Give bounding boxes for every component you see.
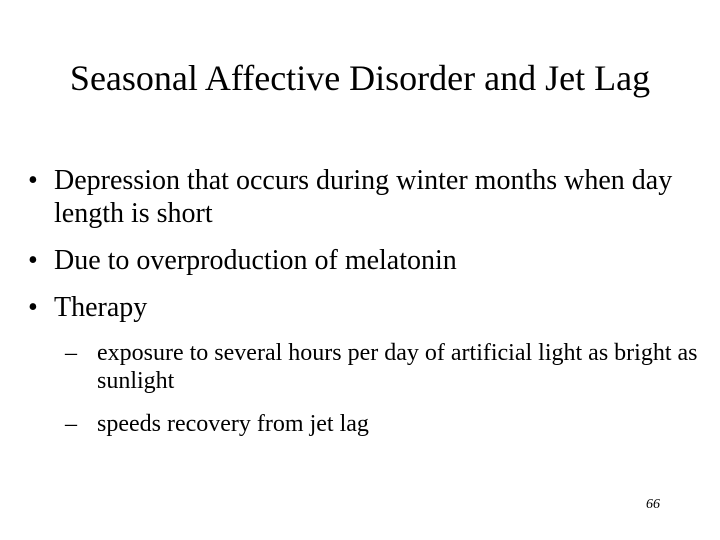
sub-bullet-item-light-exposure bbox=[65, 339, 708, 395]
bullet-text: Therapy bbox=[54, 292, 148, 323]
bullet-marker: • bbox=[28, 292, 38, 323]
sub-bullet-marker: – bbox=[65, 411, 77, 437]
bullet-list bbox=[28, 164, 708, 453]
bullet-text: Depression that occurs during winter months when day length is short bbox=[54, 165, 673, 229]
bullet-item-depression bbox=[28, 164, 708, 230]
bullet-marker: • bbox=[28, 165, 38, 196]
bullet-marker: • bbox=[28, 245, 38, 276]
sub-bullet-marker: – bbox=[65, 340, 77, 366]
sub-bullet-item-jet-lag bbox=[65, 410, 708, 438]
sub-bullet-list bbox=[54, 339, 708, 438]
bullet-item-melatonin bbox=[28, 244, 708, 277]
sub-bullet-text: speeds recovery from jet lag bbox=[97, 411, 369, 437]
sub-bullet-text: exposure to several hours per day of artificial light as bright as sunlight bbox=[97, 340, 698, 394]
bullet-text: Due to overproduction of melatonin bbox=[54, 245, 457, 276]
page-number: 66 bbox=[646, 497, 660, 512]
bullet-item-therapy bbox=[28, 291, 708, 438]
slide-title: Seasonal Affective Disorder and Jet Lag bbox=[69, 58, 651, 98]
